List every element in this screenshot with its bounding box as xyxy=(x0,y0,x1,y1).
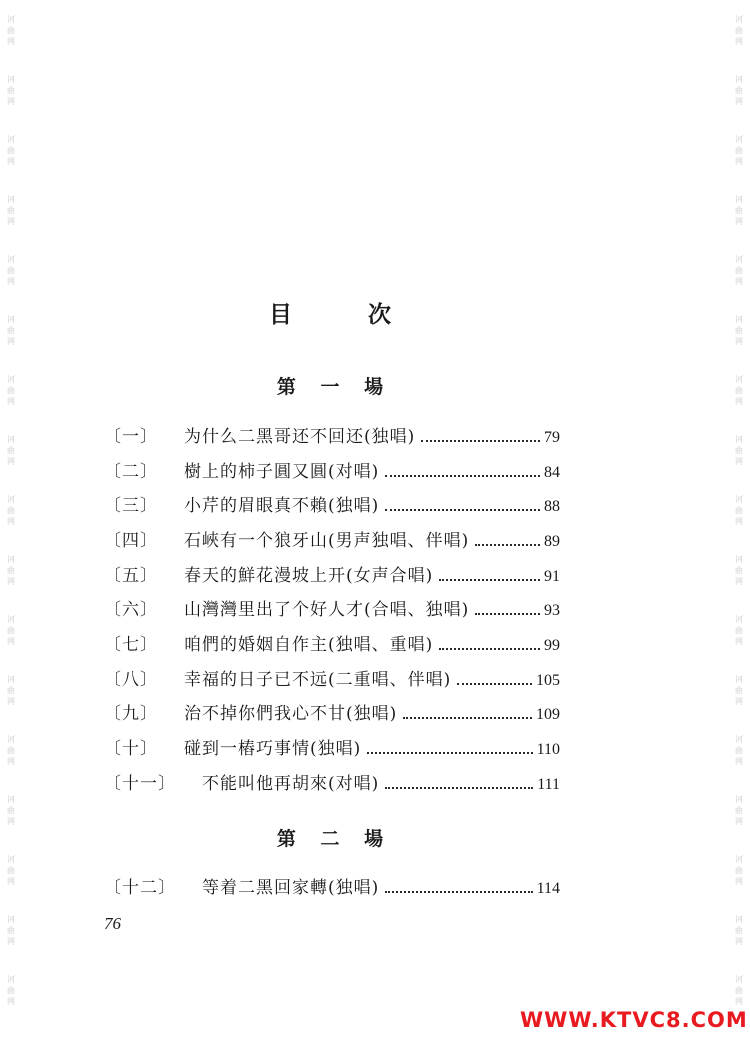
side-watermark-char: 网 xyxy=(7,636,15,646)
side-watermark-char: 曲 xyxy=(7,685,15,695)
side-watermark-char: 曲 xyxy=(735,265,743,275)
toc-entry-number: 〔四〕 xyxy=(104,531,158,551)
side-watermark-char: 诃 xyxy=(735,194,743,204)
side-watermark-char: 诃 xyxy=(735,134,743,144)
side-watermark-char: 曲 xyxy=(7,625,15,635)
toc-entry-number: 〔十〕 xyxy=(104,739,158,759)
side-watermark-char: 网 xyxy=(735,456,743,466)
side-watermark-char: 诃 xyxy=(7,674,15,684)
side-watermark-group xyxy=(735,60,743,120)
side-watermark-char: 诃 xyxy=(735,254,743,264)
side-watermark-char: 网 xyxy=(7,96,15,106)
side-watermark-group xyxy=(735,300,743,360)
side-watermark-char: 网 xyxy=(735,276,743,286)
side-watermark-group xyxy=(735,780,743,840)
dot-leader xyxy=(385,475,540,477)
side-watermark-char: 网 xyxy=(735,96,743,106)
toc-entry-page: 89 xyxy=(544,533,560,550)
toc-entry-title: 碰到一樁巧事情(独唱) xyxy=(184,739,362,759)
side-watermark-group xyxy=(735,840,743,900)
side-watermark-char: 网 xyxy=(735,876,743,886)
dot-leader xyxy=(475,613,540,615)
side-watermark-char: 诃 xyxy=(735,854,743,864)
section-heading-2: 第 二 場 xyxy=(276,828,393,850)
side-watermark-char: 网 xyxy=(7,336,15,346)
toc-entry-page: 114 xyxy=(536,880,560,897)
side-watermark-char: 曲 xyxy=(735,805,743,815)
toc-entry-page: 111 xyxy=(537,776,560,793)
side-watermark-char: 曲 xyxy=(7,985,15,995)
dot-leader xyxy=(367,752,532,754)
side-watermark-char: 网 xyxy=(7,696,15,706)
side-watermark-char: 网 xyxy=(7,36,15,46)
side-watermark-char: 网 xyxy=(7,576,15,586)
toc-entry-number: 〔一〕 xyxy=(104,427,158,447)
toc-entry xyxy=(104,458,560,486)
side-watermark-char: 诃 xyxy=(735,554,743,564)
side-watermark-char: 诃 xyxy=(7,794,15,804)
dot-leader xyxy=(421,440,540,442)
toc-entry-number: 〔十一〕 xyxy=(104,774,176,794)
toc-entry-title: 幸福的日子已不远(二重唱、伴唱) xyxy=(184,670,452,690)
side-watermark-char: 网 xyxy=(735,216,743,226)
side-watermark-char: 诃 xyxy=(7,614,15,624)
toc-entry xyxy=(104,700,560,728)
side-watermark-char: 网 xyxy=(7,516,15,526)
toc-entry-number: 〔二〕 xyxy=(104,462,158,482)
side-watermark-char: 诃 xyxy=(735,794,743,804)
toc-entry-title: 石峽有一个狼牙山(男声独唱、伴唱) xyxy=(184,531,470,551)
side-watermark-char: 曲 xyxy=(735,385,743,395)
side-watermark-char: 诃 xyxy=(735,434,743,444)
side-watermark-char: 诃 xyxy=(7,434,15,444)
side-watermark-char: 曲 xyxy=(735,865,743,875)
toc-entry-number: 〔六〕 xyxy=(104,600,158,620)
dot-leader xyxy=(385,891,532,893)
toc-entry-page: 93 xyxy=(544,602,560,619)
side-watermark-char: 曲 xyxy=(7,865,15,875)
side-watermark-char: 诃 xyxy=(7,494,15,504)
side-watermark-char: 曲 xyxy=(7,385,15,395)
toc-entry xyxy=(104,492,560,520)
side-watermark-char: 诃 xyxy=(7,554,15,564)
side-watermark-char: 曲 xyxy=(735,925,743,935)
toc-entry-title: 山灣灣里出了个好人才(合唱、独唱) xyxy=(184,600,470,620)
side-watermark-group xyxy=(7,660,15,720)
side-watermark-char: 诃 xyxy=(7,254,15,264)
side-watermark-char: 诃 xyxy=(7,14,15,24)
side-watermark-group xyxy=(735,540,743,600)
side-watermark-group xyxy=(735,0,743,60)
side-watermark-char: 网 xyxy=(7,996,15,1006)
toc-entry-page: 105 xyxy=(536,672,560,689)
side-watermark-char: 曲 xyxy=(735,985,743,995)
side-watermark-char: 曲 xyxy=(7,25,15,35)
side-watermark-group xyxy=(7,420,15,480)
side-watermark-group xyxy=(7,0,15,60)
side-watermark-char: 曲 xyxy=(7,505,15,515)
side-watermark-group xyxy=(7,60,15,120)
toc-entry xyxy=(104,562,560,590)
toc-entry xyxy=(104,735,560,763)
toc-entry-title: 樹上的柿子圓又圓(对唱) xyxy=(184,462,380,482)
side-watermark-char: 曲 xyxy=(735,85,743,95)
side-watermark-group xyxy=(735,360,743,420)
side-watermark-char: 诃 xyxy=(735,314,743,324)
toc-entry-page: 79 xyxy=(544,429,560,446)
toc-entry-number: 〔九〕 xyxy=(104,704,158,724)
toc-entry-page: 84 xyxy=(544,464,560,481)
side-watermark-group xyxy=(7,960,15,1020)
side-watermark-char: 诃 xyxy=(7,374,15,384)
side-watermark-char: 曲 xyxy=(735,745,743,755)
side-watermark-char: 网 xyxy=(735,696,743,706)
side-watermark-char: 网 xyxy=(735,816,743,826)
side-watermark-group xyxy=(7,900,15,960)
side-watermark-char: 网 xyxy=(735,396,743,406)
toc-entry xyxy=(104,596,560,624)
toc-entry-page: 109 xyxy=(536,706,560,723)
side-watermark-char: 网 xyxy=(7,876,15,886)
page-title: 目 次 xyxy=(268,302,425,328)
side-watermark-char: 曲 xyxy=(7,445,15,455)
side-watermark-char: 诃 xyxy=(735,974,743,984)
side-watermark-char: 曲 xyxy=(7,265,15,275)
side-watermark-char: 曲 xyxy=(7,805,15,815)
side-watermark-group xyxy=(735,600,743,660)
toc-entry xyxy=(104,770,560,798)
side-watermark-char: 曲 xyxy=(735,625,743,635)
side-watermark-char: 诃 xyxy=(7,134,15,144)
toc-entry xyxy=(104,631,560,659)
side-watermark-char: 网 xyxy=(735,336,743,346)
side-watermark-char: 网 xyxy=(7,276,15,286)
side-watermark-group xyxy=(735,660,743,720)
toc-entry-title: 小芹的眉眼真不賴(独唱) xyxy=(184,496,380,516)
dot-leader xyxy=(385,787,533,789)
toc-entry xyxy=(104,527,560,555)
side-watermark-group xyxy=(7,540,15,600)
dot-leader xyxy=(385,509,540,511)
toc-entry xyxy=(104,666,560,694)
section-heading-1: 第 一 場 xyxy=(276,376,393,398)
toc-entry-title: 咱們的婚姻自作主(独唱、重唱) xyxy=(184,635,434,655)
side-watermark-char: 诃 xyxy=(735,374,743,384)
side-watermark-group xyxy=(7,120,15,180)
toc-entry-page: 99 xyxy=(544,637,560,654)
side-watermark-char: 曲 xyxy=(735,685,743,695)
side-watermark-group xyxy=(735,480,743,540)
side-watermark-char: 曲 xyxy=(735,145,743,155)
toc-entry-number: 〔十二〕 xyxy=(104,878,176,898)
side-watermark-char: 网 xyxy=(7,216,15,226)
side-watermark-char: 曲 xyxy=(7,85,15,95)
side-watermark-group xyxy=(735,180,743,240)
site-watermark: WWW.KTVC8.COM xyxy=(520,1008,748,1032)
side-watermark-group xyxy=(735,240,743,300)
toc-entry-title: 春天的鮮花漫坡上开(女声合唱) xyxy=(184,566,434,586)
side-watermark-char: 网 xyxy=(7,156,15,166)
toc-entry-title: 等着二黑回家轉(独唱) xyxy=(202,878,380,898)
side-watermark-char: 曲 xyxy=(735,565,743,575)
side-watermark-group xyxy=(7,600,15,660)
dot-leader xyxy=(457,683,532,685)
side-watermark-char: 诃 xyxy=(7,854,15,864)
side-watermark-char: 网 xyxy=(735,996,743,1006)
side-watermark-char: 网 xyxy=(7,396,15,406)
toc-entry-title: 治不掉你們我心不甘(独唱) xyxy=(184,704,398,724)
side-watermark-char: 诃 xyxy=(735,74,743,84)
page-number: 76 xyxy=(104,914,121,933)
toc-entry-page: 91 xyxy=(544,568,560,585)
side-watermark-group xyxy=(7,480,15,540)
toc-entry xyxy=(104,874,560,902)
toc-entry-title: 不能叫他再胡來(对唱) xyxy=(202,774,380,794)
side-watermark-char: 诃 xyxy=(735,734,743,744)
side-watermark-char: 曲 xyxy=(735,325,743,335)
side-watermark-char: 网 xyxy=(735,576,743,586)
toc-entry-title: 为什么二黑哥还不回还(独唱) xyxy=(184,427,416,447)
side-watermark-char: 曲 xyxy=(7,145,15,155)
side-watermark-group xyxy=(735,420,743,480)
side-watermark-char: 诃 xyxy=(735,614,743,624)
side-watermark-char: 曲 xyxy=(7,745,15,755)
side-watermark-char: 诃 xyxy=(735,674,743,684)
side-watermark-char: 曲 xyxy=(7,325,15,335)
side-watermark-char: 网 xyxy=(735,156,743,166)
side-watermark-char: 诃 xyxy=(735,494,743,504)
side-watermark-char: 诃 xyxy=(7,734,15,744)
side-watermark-group xyxy=(7,180,15,240)
side-watermark-char: 网 xyxy=(7,936,15,946)
side-watermark-char: 曲 xyxy=(735,25,743,35)
side-watermark-char: 网 xyxy=(7,456,15,466)
side-watermark-char: 诃 xyxy=(735,914,743,924)
toc-entry xyxy=(104,423,560,451)
side-watermark-char: 网 xyxy=(735,936,743,946)
side-watermark-char: 诃 xyxy=(7,74,15,84)
side-watermark-char: 诃 xyxy=(7,314,15,324)
side-watermark-char: 曲 xyxy=(7,925,15,935)
side-watermark-char: 网 xyxy=(735,756,743,766)
side-watermark-char: 曲 xyxy=(7,565,15,575)
side-watermark-char: 网 xyxy=(7,756,15,766)
side-watermark-group xyxy=(735,720,743,780)
toc-entry-number: 〔五〕 xyxy=(104,566,158,586)
side-watermark-char: 网 xyxy=(735,636,743,646)
side-watermark-char: 曲 xyxy=(7,205,15,215)
side-watermark-char: 诃 xyxy=(7,974,15,984)
side-watermark-group xyxy=(7,720,15,780)
dot-leader xyxy=(403,717,532,719)
dot-leader xyxy=(475,544,540,546)
side-watermark-char: 曲 xyxy=(735,505,743,515)
toc-entry-page: 88 xyxy=(544,498,560,515)
side-watermark-char: 曲 xyxy=(735,445,743,455)
side-watermark-group xyxy=(735,120,743,180)
toc-entry-number: 〔八〕 xyxy=(104,670,158,690)
toc-entry-page: 110 xyxy=(536,741,560,758)
side-watermark-char: 网 xyxy=(735,516,743,526)
toc-entry-number: 〔七〕 xyxy=(104,635,158,655)
side-watermark-group xyxy=(735,900,743,960)
side-watermark-group xyxy=(7,240,15,300)
side-watermark-char: 网 xyxy=(735,36,743,46)
side-watermark-char: 网 xyxy=(7,816,15,826)
dot-leader xyxy=(439,648,540,650)
toc-entry-number: 〔三〕 xyxy=(104,496,158,516)
side-watermark-char: 诃 xyxy=(735,14,743,24)
side-watermark-char: 诃 xyxy=(7,914,15,924)
dot-leader xyxy=(439,579,540,581)
side-watermark-char: 诃 xyxy=(7,194,15,204)
side-watermark-char: 曲 xyxy=(735,205,743,215)
right-watermark-strip xyxy=(730,0,748,1058)
left-watermark-strip xyxy=(2,0,20,1058)
